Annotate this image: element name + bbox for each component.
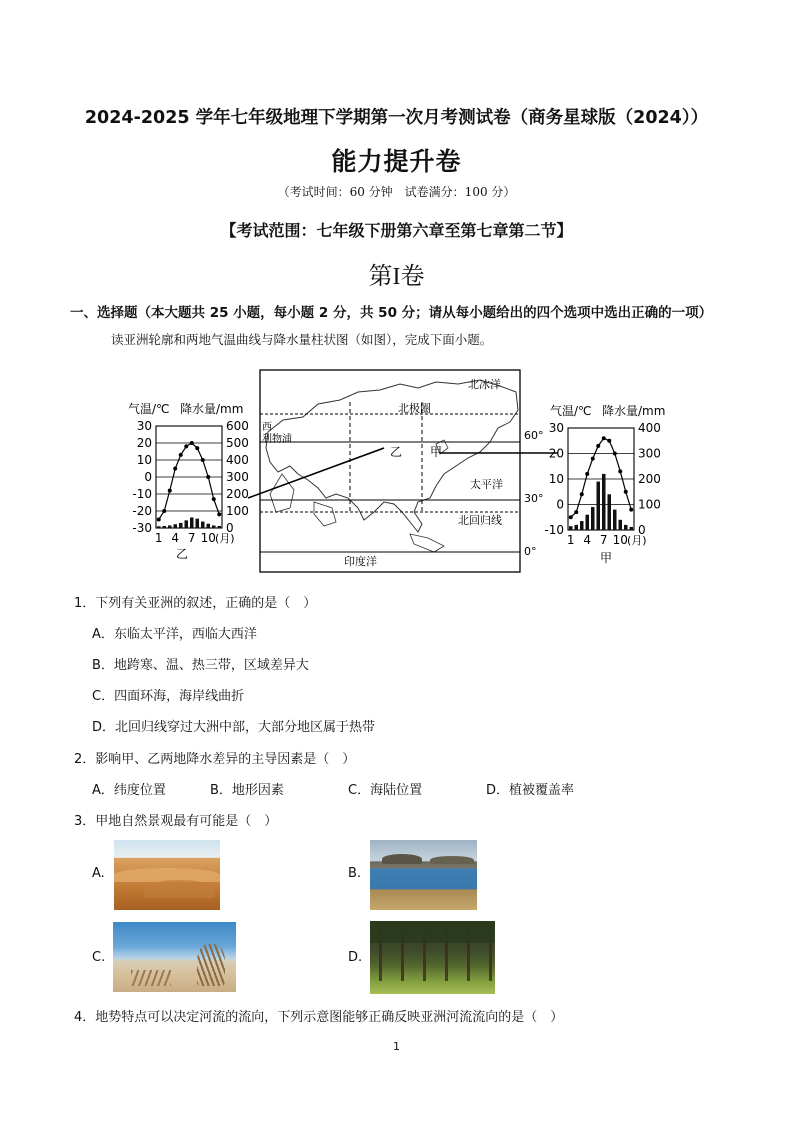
left-temp-point: [184, 444, 188, 448]
right-month-tick: 4: [583, 533, 592, 547]
right-precip-bar: [629, 527, 633, 530]
q1-option-b[interactable]: B．地跨寒、温、热三带，区域差异大: [92, 658, 309, 673]
left-precip-tick: 0: [226, 521, 234, 535]
section-intro: 读亚洲轮廓和两地气温曲线与降水量柱状图（如图），完成下面小题。: [111, 332, 493, 347]
right-temp-point: [574, 510, 578, 514]
left-temp-point: [206, 475, 210, 479]
right-precip-label: 降水量/mm: [602, 404, 666, 418]
right-precip-tick: 0: [638, 523, 646, 537]
left-precip-label: 降水量/mm: [180, 402, 244, 416]
left-precip-tick: 300: [226, 470, 249, 484]
left-temp-tick: -30: [132, 521, 152, 535]
right-temp-tick: 30: [548, 421, 564, 435]
left-temp-point: [195, 446, 199, 450]
pacific-label: 太平洋: [470, 478, 503, 491]
left-precip-tick: 100: [226, 504, 249, 518]
map-frame: [260, 370, 520, 572]
desert-dunes-photo[interactable]: [114, 840, 220, 910]
right-precip-bar: [569, 526, 573, 530]
right-precip-bar: [613, 510, 617, 530]
left-precip-bar: [217, 526, 221, 528]
right-temp-point: [580, 492, 584, 496]
left-precip-bar: [173, 524, 177, 528]
left-month-tick: 10: [200, 531, 216, 545]
left-temp-label: 气温/℃: [128, 402, 170, 416]
left-precip-bar: [201, 522, 205, 528]
jia-map-label: 甲: [430, 445, 443, 459]
lat-60-label: 60°: [524, 429, 544, 442]
right-precip-tick: 100: [638, 497, 661, 512]
question-3-stem: 3．甲地自然景观最有可能是（ ）: [74, 814, 278, 829]
right-precip-bar: [602, 474, 606, 530]
yi-map-label: 乙: [390, 445, 403, 459]
right-temp-point: [585, 472, 589, 476]
right-month-tick: 1: [566, 533, 575, 547]
left-month-tick: 7: [187, 531, 196, 545]
q1-option-d[interactable]: D．北回归线穿过大洲中部，大部分地区属于热带: [92, 720, 376, 735]
left-precip-tick: 500: [226, 436, 249, 450]
right-month-unit: (月): [627, 534, 647, 547]
left-temp-tick: 20: [136, 436, 152, 450]
right-temp-point: [602, 436, 606, 440]
right-precip-bar: [574, 525, 578, 530]
left-temp-point: [179, 453, 183, 457]
right-precip-tick: 300: [638, 446, 661, 461]
asia-climate-figure: [118, 362, 678, 574]
right-temp-point: [591, 457, 595, 461]
q2-option-c[interactable]: C．海陆位置: [348, 783, 423, 798]
left-precip-tick: 600: [226, 419, 249, 433]
right-precip-tick: 400: [638, 421, 661, 435]
right-temp-tick: 10: [548, 472, 564, 486]
left-temp-point: [212, 497, 216, 501]
left-precip-bar: [162, 526, 166, 528]
q3-option-d[interactable]: D.: [348, 950, 363, 965]
right-temp-point: [613, 452, 617, 456]
arctic-circle-label: 北极圈: [398, 402, 431, 415]
right-temp-point: [629, 508, 633, 512]
tropic-label: 北回归线: [458, 514, 502, 527]
page-number: 1: [393, 1040, 400, 1053]
q2-option-a[interactable]: A．纬度位置: [92, 783, 166, 798]
q1-option-c[interactable]: C．四面环海，海岸线曲折: [92, 689, 245, 704]
lat-30-label: 30°: [524, 492, 544, 505]
left-temp-point: [157, 518, 161, 522]
right-precip-bar: [591, 507, 595, 530]
right-station-label: 甲: [600, 551, 613, 565]
left-precip-bar: [157, 526, 161, 528]
left-temp-point: [201, 458, 205, 462]
lat-0-label: 0°: [524, 545, 537, 558]
left-temp-point: [162, 509, 166, 513]
volume-heading: 第I卷: [368, 264, 425, 290]
exam-title: 2024-2025 学年七年级地理下学期第一次月考测试卷（商务星球版（2024））: [84, 108, 709, 128]
left-station-label: 乙: [176, 547, 189, 561]
left-month-tick: 1: [154, 531, 163, 545]
left-climate-chart: [128, 401, 249, 561]
exam-meta: （考试时间：60 分钟 试卷满分：100 分）: [277, 185, 516, 199]
right-month-tick: 10: [612, 533, 628, 547]
right-temp-tick: -10: [544, 523, 564, 537]
q3-option-a[interactable]: A.: [92, 866, 105, 881]
left-temp-tick: 10: [136, 453, 152, 467]
q3-option-b[interactable]: B.: [348, 866, 362, 881]
q1-option-a[interactable]: A．东临太平洋，西临大西洋: [92, 627, 257, 642]
right-climate-chart: [544, 403, 665, 565]
left-temp-point: [217, 512, 221, 516]
right-precip-bar: [596, 482, 600, 530]
left-precip-tick: 400: [226, 453, 249, 467]
right-precip-bar: [585, 515, 589, 530]
forest-photo[interactable]: [370, 921, 495, 994]
q2-option-b[interactable]: B．地形因素: [210, 783, 284, 798]
right-precip-bar: [618, 520, 622, 530]
left-temp-tick: 0: [144, 470, 152, 484]
exam-scope: 【考试范围：七年级下册第六章至第七章第二节】: [220, 221, 573, 240]
question-1-stem: 1．下列有关亚洲的叙述，正确的是（ ）: [74, 596, 317, 611]
right-temp-label: 气温/℃: [550, 404, 592, 418]
right-month-tick: 7: [599, 533, 608, 547]
dry-shrub-desert-photo[interactable]: [113, 922, 236, 992]
right-precip-tick: 200: [638, 472, 661, 486]
arctic-ocean-label: 北冰洋: [468, 378, 501, 391]
right-temp-point: [607, 439, 611, 443]
right-temp-tick: 0: [556, 497, 564, 512]
right-temp-point: [624, 490, 628, 494]
left-precip-bar: [190, 517, 194, 528]
left-precip-bar: [195, 519, 199, 528]
left-precip-tick: 200: [226, 487, 249, 501]
indian-ocean-label: 印度洋: [344, 555, 377, 568]
left-temp-point: [168, 489, 172, 493]
left-temp-tick: -10: [132, 487, 152, 501]
left-precip-bar: [168, 525, 172, 528]
left-precip-bar: [179, 523, 183, 528]
left-temp-tick: -20: [132, 504, 152, 518]
exam-subtitle: 能力提升卷: [331, 147, 462, 176]
west-label: 西: [262, 422, 272, 433]
left-precip-bar: [212, 525, 216, 528]
left-temp-point: [173, 467, 177, 471]
left-precip-bar: [184, 520, 188, 528]
right-temp-point: [596, 444, 600, 448]
q3-option-c[interactable]: C.: [92, 950, 106, 965]
left-month-unit: (月): [215, 532, 235, 545]
q2-option-d[interactable]: D．植被覆盖率: [486, 783, 575, 798]
lake-hills-photo[interactable]: [370, 840, 477, 910]
right-temp-point: [618, 469, 622, 473]
right-temp-point: [569, 515, 573, 519]
left-precip-bar: [206, 524, 210, 528]
right-precip-bar: [607, 494, 611, 530]
right-precip-bar: [624, 525, 628, 530]
left-temp-point: [190, 441, 194, 445]
liverpool-label: 利物浦: [262, 434, 292, 445]
question-2-stem: 2．影响甲、乙两地降水差异的主导因素是（ ）: [74, 752, 356, 767]
left-month-tick: 4: [171, 531, 180, 545]
section-heading: 一、选择题（本大题共 25 小题，每小题 2 分，共 50 分；请从每小题给出的四个选项中选出正确的一项）: [70, 305, 713, 321]
question-4-stem: 4．地势特点可以决定河流的流向，下列示意图能够正确反映亚洲河流流向的是（ ）: [74, 1010, 564, 1025]
asia-map: [248, 370, 558, 572]
right-precip-bar: [580, 521, 584, 530]
right-temp-tick: 20: [548, 446, 564, 461]
left-temp-tick: 30: [136, 419, 152, 433]
